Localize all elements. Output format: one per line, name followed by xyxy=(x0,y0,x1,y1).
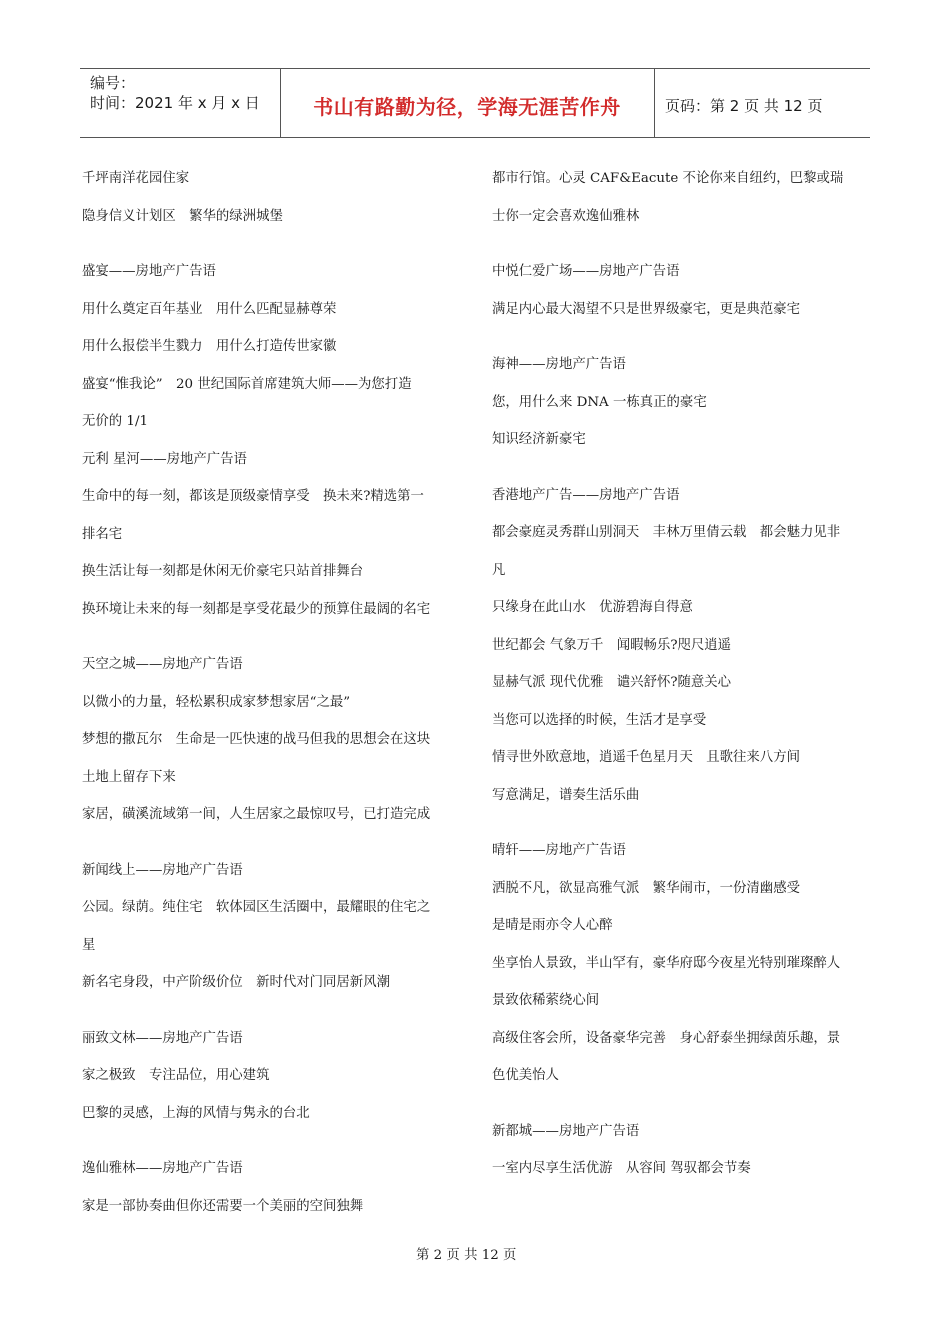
text-line: 元利 星河——房地产广告语 xyxy=(82,451,247,467)
text-line: 家之极致 专注品位，用心建筑 xyxy=(82,1068,270,1083)
text-line: 晴轩——房地产广告语 xyxy=(492,843,626,858)
text-line: 隐身信义计划区 繁华的绿洲城堡 xyxy=(82,208,283,224)
paragraph-gap xyxy=(82,235,460,253)
paragraph-gap xyxy=(82,1132,460,1150)
text-line: 用什么奠定百年基业 用什么匹配显赫尊荣 xyxy=(82,301,337,317)
header-slogan-cell xyxy=(280,69,655,137)
text-line: 以微小的力量，轻松累积成家梦想家居“之最” xyxy=(82,694,351,710)
code-label: 编号： xyxy=(90,74,136,92)
text-line: 满足内心最大渴望不只是世界级豪宅，更是典范豪宅 xyxy=(492,301,800,317)
paragraph-gap xyxy=(492,235,870,253)
text-line: 家居，磺溪流域第一间，人生居家之最惊叹号，已打造完成 xyxy=(82,807,431,822)
text-line: 盛宴“惟我论” 20 世纪国际首席建筑大师——为您打造 xyxy=(82,376,412,392)
text-line: 洒脱不凡，欲显高雅气派 繁华闹市，一份清幽感受 xyxy=(492,880,800,896)
paragraph-gap xyxy=(82,1002,460,1020)
text-line: 都会豪庭灵秀群山别洞天 丰林万里倩云载 都会魅力见非 xyxy=(492,525,841,540)
text-line: 是晴是雨亦令人心醉 xyxy=(492,918,613,933)
left-column xyxy=(82,160,460,1225)
text-line: 坐享怡人景致，半山罕有，豪华府邸今夜星光特别璀璨醉人 xyxy=(492,955,841,971)
text-line: 色优美怡人 xyxy=(492,1068,559,1083)
paragraph-gap xyxy=(492,459,870,477)
text-line: 情寻世外欧意地，逍遥千色星月天 且歌往来八方间 xyxy=(492,750,800,765)
text-line: 换环境让未来的每一刻都是享受花最少的预算住最阔的名宅 xyxy=(82,601,431,617)
text-line: 星 xyxy=(82,937,96,953)
text-line: 写意满足，谱奏生活乐曲 xyxy=(492,787,640,803)
text-line: 中悦仁爱广场——房地产广告语 xyxy=(492,264,680,279)
text-line: 海神——房地产广告语 xyxy=(492,357,626,372)
text-line: 知识经济新豪宅 xyxy=(492,432,586,447)
header-slogan: 书山有路勤为径，学海无涯苦作舟 xyxy=(313,94,621,119)
text-line: 新闻线上——房地产广告语 xyxy=(82,862,243,878)
text-line: 新都城——房地产广告语 xyxy=(492,1123,640,1139)
text-line: 生命中的每一刻，都该是顶级豪情享受 换未来?精选第一 xyxy=(82,489,424,504)
page-header xyxy=(80,68,870,138)
text-line: 天空之城——房地产广告语 xyxy=(82,657,243,672)
text-line: 世纪都会 气象万千 闻暇畅乐?咫尺逍遥 xyxy=(492,637,732,653)
paragraph-gap xyxy=(492,1095,870,1113)
text-line: 盛宴——房地产广告语 xyxy=(82,264,216,279)
text-line: 显赫气派 现代优雅 谴兴舒怀?随意关心 xyxy=(492,675,732,690)
text-line: 千坪南洋花园住家 xyxy=(82,171,190,186)
text-line: 公园。绿荫。纯住宅 软体园区生活圈中，最耀眼的住宅之 xyxy=(82,900,431,915)
paragraph-gap xyxy=(82,834,460,852)
text-line: 香港地产广告——房地产广告语 xyxy=(492,487,680,503)
text-line: 凡 xyxy=(492,562,506,578)
text-line: 换生活让每一刻都是休闲无价豪宅只站首排舞台 xyxy=(82,564,364,579)
header-page-info: 页码：第 2 页 共 12 页 xyxy=(665,96,823,115)
right-column xyxy=(492,160,870,1188)
text-line: 无价的 1/1 xyxy=(82,414,148,429)
text-line: 当您可以选择的时候，生活才是享受 xyxy=(492,712,707,728)
text-line: 新名宅身段，中产阶级价位 新时代对门同居新风潮 xyxy=(82,975,390,990)
text-line: 丽致文林——房地产广告语 xyxy=(82,1030,243,1046)
text-line: 巴黎的灵感，上海的风情与隽永的台北 xyxy=(82,1105,310,1121)
time-label: 时间：2021 年 x 月 x 日 xyxy=(90,94,260,112)
text-line: 一室内尽享生活优游 从容间 驾驭都会节奏 xyxy=(492,1161,751,1176)
page-footer: 第 2 页 共 12 页 xyxy=(416,1248,517,1263)
header-page-info-cell xyxy=(655,69,870,137)
text-line: 土地上留存下来 xyxy=(82,769,176,785)
text-line: 都市行馆。心灵 CAF&Eacute 不论你来自纽约，巴黎或瑞 xyxy=(492,171,844,186)
text-line: 逸仙雅林——房地产广告语 xyxy=(82,1161,243,1176)
paragraph-gap xyxy=(492,814,870,832)
header-meta xyxy=(80,69,281,137)
paragraph-gap xyxy=(492,328,870,346)
text-line: 排名宅 xyxy=(82,526,123,542)
paragraph-gap xyxy=(82,628,460,646)
text-line: 梦想的撒瓦尔 生命是一匹快速的战马但我的思想会在这块 xyxy=(82,732,431,747)
text-line: 士你一定会喜欢逸仙雅林 xyxy=(492,208,640,224)
text-line: 只缘身在此山水 优游碧海自得意 xyxy=(492,600,693,615)
text-line: 高级住客会所，设备豪华完善 身心舒泰坐拥绿茵乐趣，景 xyxy=(492,1030,841,1046)
text-line: 您，用什么来 DNA 一栋真正的豪宅 xyxy=(492,394,707,410)
text-line: 用什么报偿半生戮力 用什么打造传世家徽 xyxy=(82,339,337,354)
text-line: 景致依稀萦绕心间 xyxy=(492,993,600,1008)
text-line: 家是一部协奏曲但你还需要一个美丽的空间独舞 xyxy=(82,1198,364,1214)
